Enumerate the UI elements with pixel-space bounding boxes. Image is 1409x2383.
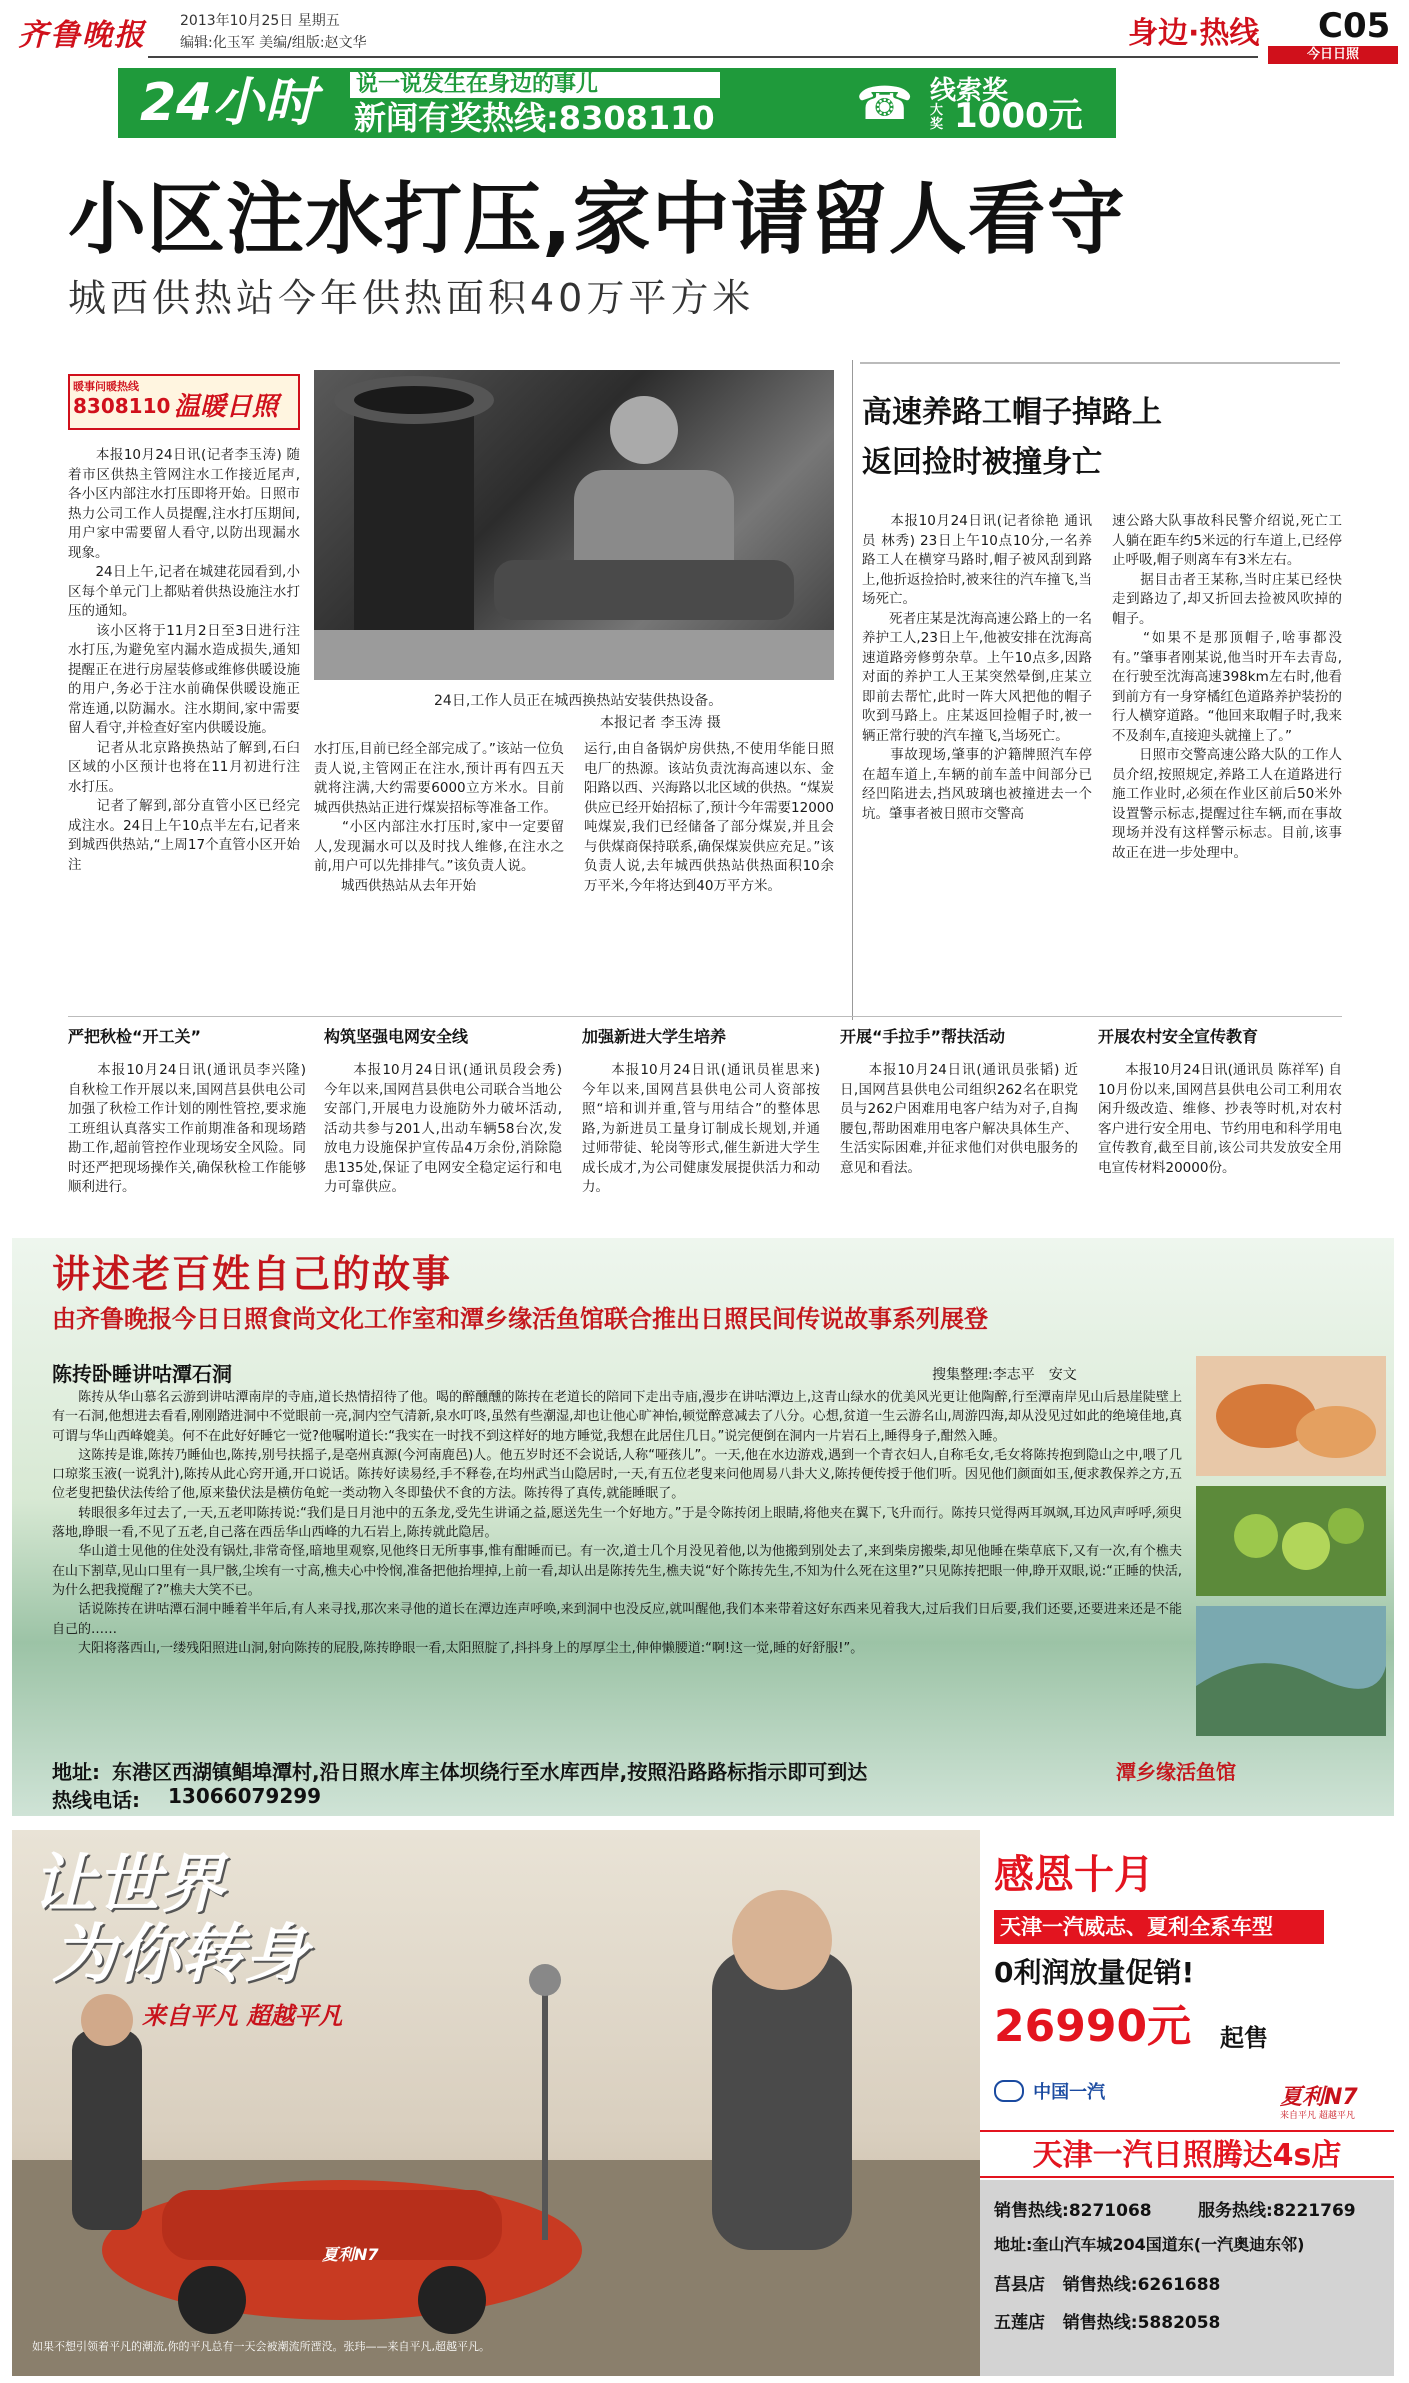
branch-phone: 5882058 [1137,2313,1221,2333]
service-phone: 8221769 [1272,2201,1356,2221]
prize-amount: 1000元 [954,96,1083,136]
food-photos-graphic [1196,1356,1386,1736]
branch-name: 莒县店 [994,2275,1045,2295]
road-article-title1: 高速养路工帽子掉路上 [862,395,1162,430]
masthead [0,0,1409,60]
warm-logo-line2: 8308110 [73,394,171,418]
branch-phone-label: 销售热线: [1062,2275,1138,2295]
faw-logo [994,2078,1154,2118]
faw-logo-text: 中国一汽 [1033,2082,1106,2103]
road-article-title2: 返回捡时被撞身亡 [862,445,1102,480]
promo-price-suffix: 起售 [1220,2024,1268,2052]
issue-date: 2013年10月25日 星期五 [180,13,340,29]
service-hotline [1198,2196,1356,2221]
car-ad-headline1: 让世界 [32,1848,224,1922]
brief-title: 开展农村安全宣传教育 [1098,1027,1259,1046]
brief-body: 本报10月24日讯(通讯员李兴隆) 自秋检工作开展以来,国网莒县供电公司加强了秋检工作计划的刚性管控,要求施工班组认真落实工作前期准备和现场踏勘工作,超前管控作业现场安全风险。同时还严把现场操作关,确保秋检工作能够顺利进行。 [68,1062,311,1195]
phone-icon: ☎ [856,76,914,130]
brief-3 [582,1024,825,1224]
news-photo [314,370,834,680]
briefs-top-rule [68,1016,1342,1017]
brief-title: 加强新进大学生培养 [582,1027,727,1046]
prize-sub: 大奖 [930,103,944,132]
sales-label: 销售热线: [994,2201,1069,2221]
main-article-col2: 水打压,目前已经全部完成了。”该站一位负责人说,主管网正在注水,预计再有四五天就将注满,大约需要6000立方米水。目前城西供热站正进行煤炭招标等准备工作。 “小区内部注水打压时,家中一定要留人,发现漏水可以及时找人维修,在注水之前,用户可以先排排气。”该负责人说。 城西供热站从去年开始 [314,741,564,894]
address-text: 奎山汽车城204国道东(一汽奥迪东邻) [1032,2235,1305,2254]
brief-4 [840,1024,1078,1224]
branch-phone-label: 销售热线: [1062,2313,1138,2333]
editor-credits: 编辑:化玉军 美编/组版:赵文华 [180,35,367,51]
brief-body: 本报10月24日讯(通讯员崔思来) 今年以来,国网莒县供电公司人资部按照“培和训并重,管与用结合”的整体思路,为新进员工量身订制成长规划,并通过师带徒、轮岗等形式,催生新进大学生成长成才,为公司健康发展提供活力和动力。 [582,1062,825,1195]
subsection-label: 今日日照 [1268,46,1398,64]
story-collectors: 搜集整理:李志平 安文 [932,1367,1077,1383]
road-article-col1: 本报10月24日讯(记者徐艳 通讯员 林秀) 23日上午10点10分,一名养路工人在横穿马路时,帽子被风刮到路上,他折返捡拾时,被来往的汽车撞飞,当场死亡。 死者庄某是沈海高速公路上的一名养护工人,23日上午,他被安排在沈海高速道路旁修剪杂草。上午10点多,因路对面的养护工人王某突然晕倒,庄某立即前去帮忙,此时一阵大风把他的帽子吹到马路上。庄某返回捡帽子时,被一辆正常行驶的汽车撞飞,当场死亡。 事故现场,肇事的沪籍牌照汽车停在超车道上,车辆的前车盖中间部分已经凹陷进去,挡风玻璃也被撞进去一个坑。肇事者被日照市交警高 [862,513,1092,822]
hotline-slogan: 说一说发生在身边的事儿 [350,72,720,98]
promo-brand: 天津一汽威志、夏利全系车型 [994,1910,1324,1944]
branch-wulian [994,2308,1220,2333]
story-address-brand: 潭乡缘活鱼馆 [1116,1760,1236,1784]
sales-phone: 8271068 [1068,2201,1152,2221]
car-ad-headline2: 为你转身 [52,1918,308,1992]
promo-price: 26990元 [994,2001,1192,2052]
branch-phone: 6261688 [1137,2275,1221,2295]
story-address: 东港区西湖镇鲳埠潭村,沿日照水库主体坝绕行至水库西岸,按照沿路路标指示即可到达 [112,1760,868,1784]
story-ad-subtitle: 由齐鲁晚报今日日照食尚文化工作室和潭乡缘活鱼馆联合推出日照民间传说故事系列展登 [52,1305,988,1333]
sales-hotline [994,2196,1152,2221]
photo-credit: 本报记者 李玉涛 摄 [600,715,721,731]
brief-body: 本报10月24日讯(通讯员张韬) 近日,国网莒县供电公司组织262名在职党员与262户困难用电客户结为对子,自掏腰包,帮助困难用电客户解决具体生产、生活实际困难,并征求他们对供电服务的意见和看法。 [840,1062,1078,1176]
promo-title: 感恩十月 [994,1852,1154,1898]
main-article-col1: 本报10月24日讯(记者李玉涛) 随着市区供热主管网注水工作接近尾声,各小区内部注水打压即将开始。日照市热力公司工作人员提醒,注水打压期间,用户家中需要留人看守,以防出现漏水现象。 24日上午,记者在城建花园看到,小区每个单元门上都贴着供热设施注水打压的通知。 该小区将于11月2日至3日进行注水打压,为避免室内漏水造成损失,通知提醒正在进行房屋装修或维修供暖设施的用户,务必于注水前确保供暖设施正常连通,以防漏水。注水期间,家中需要留人看守,并检查好室内供暖设施。 记者从北京路换热站了解到,石臼区域的小区预计也将在11月初进行注水打压。 记者了解到,部分直管小区已经完成注水。24日上午10点半左右,记者来到城西供热站,“上周17个直管小区开始注 [68,447,300,873]
hotline-number: 新闻有奖热线:8308110 [354,99,715,137]
dealer-name: 天津一汽日照腾达4s店 [980,2130,1394,2178]
photo-caption: 24日,工作人员正在城西换热站安装供热设备。 [434,693,723,709]
page-number: C05 [1318,6,1391,46]
hotline-banner [118,68,1116,138]
road-top-rule [860,362,1340,364]
column-divider [852,360,853,1020]
n7-slogan: 来自平凡 超越平凡 [1280,2111,1355,2121]
warm-logo-brand: 温暖日照 [174,392,279,422]
faw-logo-icon [994,2080,1024,2102]
warm-logo-line1: 暖事问暖热线 [73,380,139,393]
story-title: 陈抟卧睡讲咕潭石洞 [52,1362,232,1386]
n7-logo: 夏利N7 [1280,2085,1358,2110]
brief-body: 本报10月24日讯(通讯员段会秀) 今年以来,国网莒县供电公司联合当地公安部门,开展电力设施防外力破坏活动,活动共参与201人,出动车辆58台次,发放电力设施保护宣传品4万余份,消除隐患135处,保证了电网安全稳定运行和电力可靠供应。 [324,1062,567,1195]
main-article-col3: 运行,由自备锅炉房供热,不使用华能日照电厂的热源。该站负责沈海高速以东、金阳路以西、兴海路以北区域的供热。“煤炭供应已经开始招标了,预计今年需要12000吨煤炭,我们已经储备了部分煤炭,并且会与供煤商保持联系,确保煤炭供应充足。”该负责人说,去年城西供热站供热面积10余万平米,今年将达到40万平方米。 [584,741,834,894]
brief-5 [1098,1024,1342,1224]
food-photo [1196,1356,1386,1736]
promo-panel [980,1830,1394,2376]
car-ad-small-print: 如果不想引领着平凡的潮流,你的平凡总有一天会被潮流所湮没。张玮——来自平凡,超越平凡。 [32,2340,490,2353]
main-headline: 小区注水打压,家中请留人看守 [68,175,1126,265]
promo-offer: 0利润放量促销! [994,1956,1195,1989]
brief-title: 构筑坚强电网安全线 [324,1027,469,1046]
hotline-hours: 24小时 [140,73,317,133]
story-ad-title: 讲述老百姓自己的故事 [52,1252,453,1296]
section-name: 身边·热线 [1128,16,1260,51]
car-ad-tagline: 来自平凡 超越平凡 [142,2002,343,2030]
service-label: 服务热线: [1198,2201,1273,2221]
road-article-col2: 速公路大队事故科民警介绍说,死亡工人躺在距车约5米远的行车道上,已经停止呼吸,帽子则离车有3米左右。 据目击者王某称,当时庄某已经快走到路边了,却又折回去捡被风吹掉的帽子。 “如果不是那顶帽子,啥事都没有。”肇事者刚某说,他当时开车去青岛,在行驶至沈海高速398km左右时,他看到前方有一身穿橘红色道路养护装扮的行人横穿道路。“他回来取帽子时,我来不及刹车,直接迎头就撞上了。” 日照市交警高速公路大队的工作人员介绍,按照规定,养路工人在道路进行施工作业时,必须在作业区前后50米外设置警示标志,提醒过往车辆,而在事故现场并没有这样警示标志。目前,该事故正在进一步处理中。 [1112,513,1342,861]
branch-name: 五莲店 [994,2313,1045,2333]
main-subheadline: 城西供热站今年供热面积40万平方米 [68,276,755,320]
story-phone-label: 热线电话: [52,1788,140,1812]
branch-juxian [994,2270,1220,2295]
brief-2 [324,1024,567,1224]
story-ad [12,1238,1394,1816]
story-body: 陈抟从华山慕名云游到讲咕潭南岸的寺庙,道长热情招待了他。喝的醉醺醺的陈抟在老道长的陪同下走出寺庙,漫步在讲咕潭边上,这青山绿水的优美风光更让他陶醉,行至潭南岸见山后悬崖陡壁上有一石洞,他想进去看看,刚刚踏进洞中不觉眼前一亮,洞内空气清新,泉水叮咚,虽然有些潮湿,却也让他心旷神怡,顿觉醉意减去了八分。心想,贫道一生云游名山,周游四海,却从没见过如此的绝境佳地,真可谓与华山西峰媲美。何不在此好好睡它一觉?他嘱咐道长:“我实在一时找不到这样好的地方睡觉,我想在此居住几日。”说完便倒在洞内一片岩石上,睡得身子,酣然入睡。 这陈抟是谁,陈抟乃睡仙也,陈抟,别号扶摇子,是亳州真源(今河南鹿邑)人。他五岁时还不会说话,人称“哑孩儿”。一天,他在水边游戏,遇到一个青衣妇人,自称毛女,毛女将陈抟抱到隐山之中,喂了几口琼浆玉液(一说乳汁),陈抟从此心窍开通,开口说话。陈抟好读易经,手不释卷,在均州武当山隐居时,一天,有五位老叟来问他周易八卦大义,陈抟便传授于他们听。因见他们颜面如玉,便求教保养之方,五位老叟把蛰伏法传给了他,原来蛰伏法是横仿龟蛇一类动物入冬即蛰伏不食的方法。陈抟得了真传,就能睡眠了。 转眼很多年过去了,一天,五老叩陈抟说:“我们是日月池中的五条龙,受先生讲诵之益,愿送先生一个好地方。”于是令陈抟闭上眼睛,将他夹在翼下,飞升而行。陈抟只觉得两耳飒飒,耳边风声呼呼,须臾落地,睁眼一看,不见了五老,自己落在西岳华山西峰的九石岩上,陈抟就此隐居。 华山道士见他的住处没有锅灶,非常奇怪,暗地里观察,见他终日无所事事,惟有酣睡而已。有一次,道士几个月没见着他,以为他搬到别处去了,来到柴房搬柴,却见他睡在柴草底下,又有一次,有个樵夫在山下割草,见山口里有一具尸骸,尘埃有一寸高,樵夫心中怜悯,准备把他抬埋掉,上前一看,却认出是陈抟先生,樵夫说“好个陈抟先生,不知为什么死在这里?”只见陈抟把眼一伸,睁开双眼,说:“正睡的快活,为什么把我搅醒了?”樵夫大笑不已。 话说陈抟在讲咕潭石洞中睡着半年后,有人来寻找,那次来寻他的道长在潭边连声呼唤,来到洞中也没反应,就叫醒他,我们本来带着这好东西来见着我大,过后我们日后要,我们还要,还要进来还是不能自己的…… 大阳将落西山,一缕残阳照进山洞,射向陈抟的屁股,陈抟睁眼一看,太阳照腚了,抖抖身上的厚厚尘土,伸伸懒腰道:“啊!这一觉,睡的好舒服!”。 [52,1390,1182,1656]
story-address-label: 地址: [52,1760,100,1784]
dealer-address [994,2232,1304,2255]
workers-photo-graphic [314,370,834,680]
car-model-badge: 夏利N7 [322,2245,379,2264]
brief-body: 本报10月24日讯(通讯员 陈祥军) 自10月份以来,国网莒县供电公司工利用农闲升级改造、维修、抄表等时机,对农村客户进行安全用电、节约用电和科学用电宣传教育,截至目前,该公司共发放安全用电宣传材料20000份。 [1098,1062,1342,1176]
brief-1 [68,1024,311,1224]
masthead-rule [148,56,1258,58]
brief-title: 严把秋检“开工关” [68,1027,202,1046]
brief-title: 开展“手拉手”帮扶活动 [840,1027,1006,1046]
story-phone: 13066079299 [168,1784,322,1808]
warm-logo [68,374,300,430]
car-ad [12,1830,1394,2376]
prize-label: 线索奖 [930,76,1009,106]
address-label: 地址: [994,2235,1033,2254]
newspaper-logo: 齐鲁晚报 [18,18,146,53]
